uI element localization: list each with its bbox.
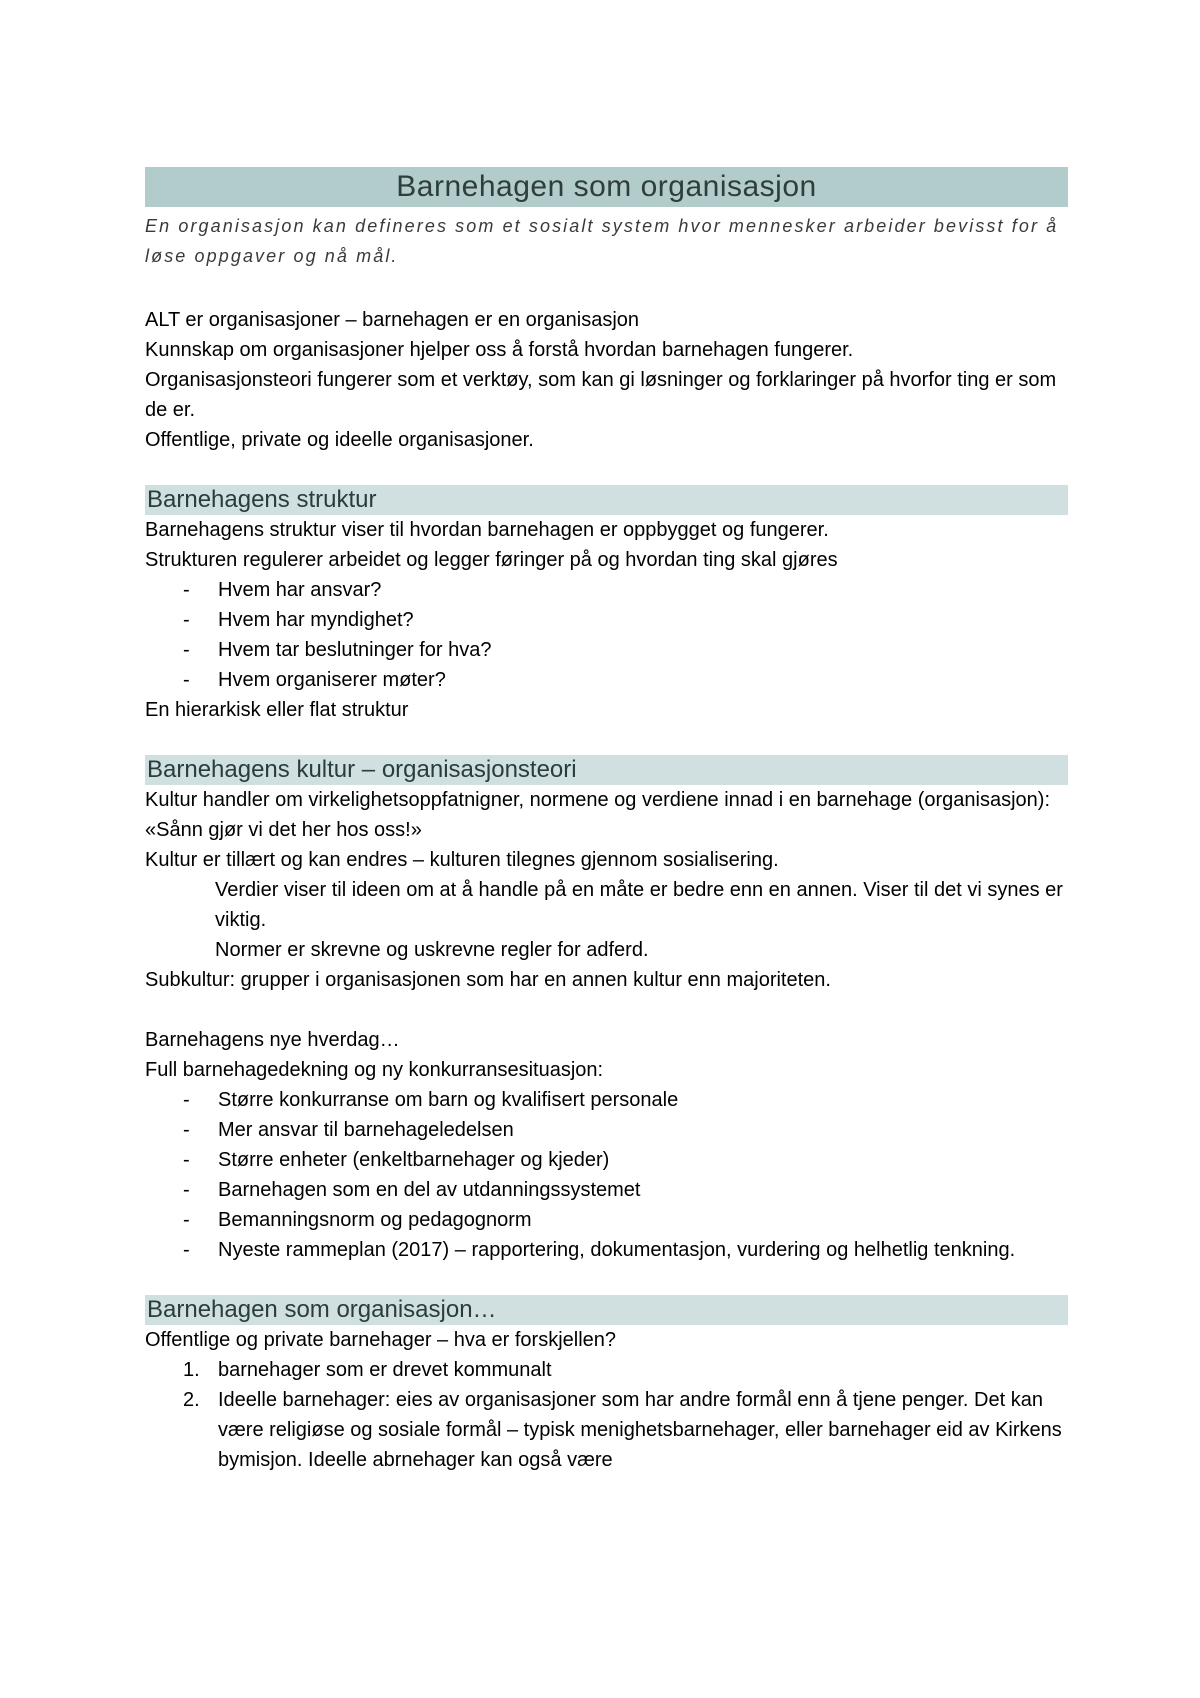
kultur-section: [145, 755, 1068, 995]
struktur-line: Strukturen regulerer arbeidet og legger føringer på og hvordan ting skal gjøres: [145, 549, 838, 571]
dash-marker: -: [183, 669, 190, 691]
list-item: [145, 605, 1068, 635]
intro-line: Organisasjonsteori fungerer som et verktøy, som kan gi løsninger og forklaringer på hvorfor ting er som de er.: [145, 369, 1057, 421]
section-heading-kultur: Barnehagens kultur – organisasjonsteori: [145, 755, 1068, 785]
list-item-text: Mer ansvar til barnehageledelsen: [218, 1119, 514, 1141]
dash-marker: -: [183, 609, 190, 631]
kultur-paragraph: Kultur er tillært og kan endres – kulturen tilegnes gjennom sosialisering.: [145, 849, 779, 871]
intro-section: [145, 305, 1068, 455]
struktur-closing: En hierarkisk eller flat struktur: [145, 699, 409, 721]
dash-marker: -: [183, 1119, 190, 1141]
organisasjon-section: [145, 1295, 1068, 1475]
kultur-subkultur: Subkultur: grupper i organisasjonen som har en annen kultur enn majoriteten.: [145, 969, 831, 991]
dash-marker: -: [183, 1239, 190, 1261]
list-item-text: barnehager som er drevet kommunalt: [218, 1359, 552, 1381]
struktur-bullet-list: [145, 575, 1068, 695]
hverdag-title: Barnehagens nye hverdag…: [145, 1029, 400, 1051]
intro-line: Offentlige, private og ideelle organisasjoner.: [145, 429, 534, 451]
list-item: [145, 1175, 1068, 1205]
list-item-text: Større konkurranse om barn og kvalifisert personale: [218, 1089, 679, 1111]
struktur-line: Barnehagens struktur viser til hvordan barnehagen er oppbygget og fungerer.: [145, 519, 829, 541]
list-item-text: Barnehagen som en del av utdanningssystemet: [218, 1179, 641, 1201]
intro-line: ALT er organisasjoner – barnehagen er en organisasjon: [145, 309, 640, 331]
kultur-paragraph: Kultur handler om virkelighetsoppfatnigner, normene og verdiene innad i en barnehage (organisasjon): «Sånn gjør vi det her hos oss!»: [145, 789, 1051, 841]
list-item-text: Hvem har ansvar?: [218, 579, 382, 601]
document-title: Barnehagen som organisasjon: [145, 167, 1068, 207]
dash-marker: -: [183, 1149, 190, 1171]
list-item-text: Nyeste rammeplan (2017) – rapportering, dokumentasjon, vurdering og helhetlig tenkning.: [218, 1239, 1016, 1261]
list-item-text: Hvem organiserer møter?: [218, 669, 446, 691]
intro-line: Kunnskap om organisasjoner hjelper oss å forstå hvordan barnehagen fungerer.: [145, 339, 854, 361]
hverdag-bullet-list: [145, 1085, 1068, 1265]
list-item: [145, 1115, 1068, 1145]
list-item: [145, 1385, 1068, 1475]
dash-marker: -: [183, 1209, 190, 1231]
dash-marker: -: [183, 1089, 190, 1111]
organisasjon-question: Offentlige og private barnehager – hva er forskjellen?: [145, 1329, 617, 1351]
list-item-text: Hvem tar beslutninger for hva?: [218, 639, 492, 661]
list-item: [145, 1235, 1068, 1265]
kultur-verdier: Verdier viser til ideen om at å handle på en måte er bedre enn en annen. Viser til det vi synes er viktig.: [215, 879, 1063, 931]
list-item-text: Ideelle barnehager: eies av organisasjoner som har andre formål enn å tjene penger. Det kan være religiøse og sosiale formål – typisk menighetsbarnehager, eller barnehager eid av Kirkens bymisjon. Ideelle abrnehager kan også være: [218, 1389, 1062, 1471]
number-marker: 1.: [183, 1359, 200, 1381]
list-item: [145, 1085, 1068, 1115]
organisasjon-numbered-list: [145, 1355, 1068, 1475]
kultur-normer: Normer er skrevne og uskrevne regler for adferd.: [215, 939, 649, 961]
list-item-text: Bemanningsnorm og pedagognorm: [218, 1209, 532, 1231]
list-item-text: Hvem har myndighet?: [218, 609, 414, 631]
list-item: [145, 1205, 1068, 1235]
number-marker: 2.: [183, 1389, 200, 1411]
document-subtitle: En organisasjon kan defineres som et sosialt system hvor mennesker arbeider bevisst for å løse oppgaver og nå mål.: [145, 216, 1059, 266]
list-item: [145, 1145, 1068, 1175]
list-item: [145, 575, 1068, 605]
list-item: [145, 635, 1068, 665]
struktur-section: [145, 485, 1068, 725]
dash-marker: -: [183, 1179, 190, 1201]
list-item: [145, 665, 1068, 695]
hverdag-section: [145, 1025, 1068, 1265]
section-heading-struktur: Barnehagens struktur: [145, 485, 1068, 515]
hverdag-lead: Full barnehagedekning og ny konkurransesituasjon:: [145, 1059, 604, 1081]
section-heading-organisasjon: Barnehagen som organisasjon…: [145, 1295, 1068, 1325]
document-content: [145, 167, 1068, 1475]
dash-marker: -: [183, 639, 190, 661]
list-item: [145, 1355, 1068, 1385]
list-item-text: Større enheter (enkeltbarnehager og kjeder): [218, 1149, 610, 1171]
dash-marker: -: [183, 579, 190, 601]
